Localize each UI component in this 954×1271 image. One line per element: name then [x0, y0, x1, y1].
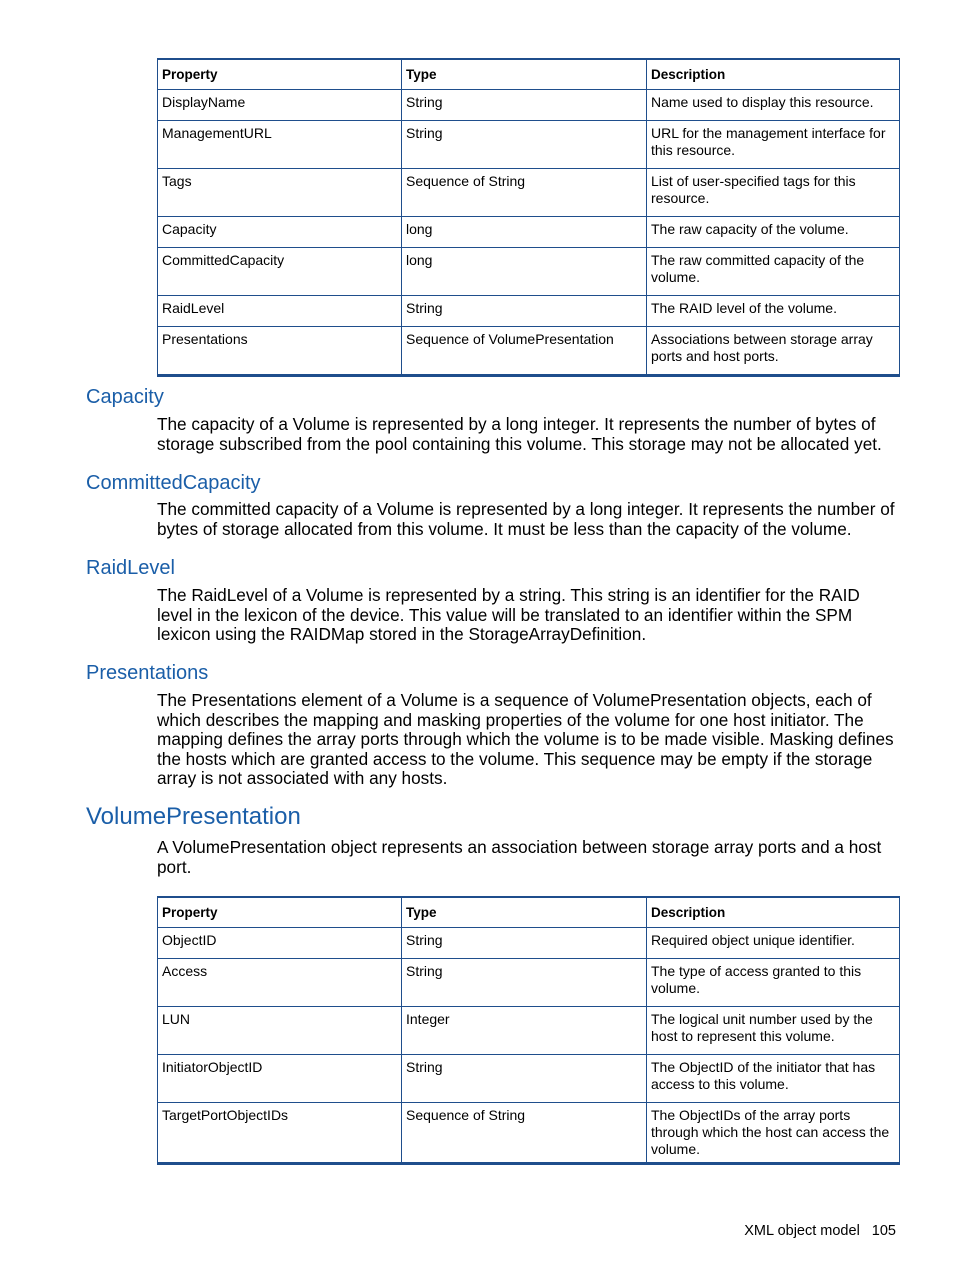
volume-properties-table [157, 58, 900, 377]
property-cell: LUN [158, 1007, 402, 1055]
section-text-capacity: The capacity of a Volume is represented by a long integer. It represents the number of bytes of storage subscribed from the pool containing this volume. This storage may not be allocated yet. [157, 414, 882, 454]
description-cell: The raw capacity of the volume. [647, 217, 900, 248]
property-cell: ManagementURL [158, 121, 402, 169]
description-cell: The RAID level of the volume. [647, 296, 900, 327]
table-row [158, 296, 900, 327]
description-cell: Associations between storage array ports and host ports. [647, 327, 900, 376]
table-row [158, 248, 900, 296]
section-heading-raid-level: RaidLevel [86, 557, 175, 579]
table-row [158, 169, 900, 217]
type-cell: long [402, 217, 647, 248]
column-header-description: Description [647, 897, 900, 928]
table-row [158, 121, 900, 169]
column-header-property: Property [158, 897, 402, 928]
section-heading-capacity: Capacity [86, 386, 164, 408]
description-cell: URL for the management interface for this resource. [647, 121, 900, 169]
volume-presentation-text: A VolumePresentation object represents an association between storage array ports and a host port. [157, 837, 882, 877]
table-header-row [158, 59, 900, 90]
property-cell: Tags [158, 169, 402, 217]
volume-presentation-properties-table [157, 896, 900, 1165]
section-text-presentations: The Presentations element of a Volume is a sequence of VolumePresentation objects, each of which describes the mapping and masking properties of the volume for one host initiator. The mapping defines the array ports through which the volume is to be made visible. Masking defines the hosts which are granted access to the volume. This sequence may be empty if the storage array is not associated with any hosts. [157, 690, 894, 788]
type-cell: long [402, 248, 647, 296]
section-text-committed-capacity: The committed capacity of a Volume is represented by a long integer. It represents the number of bytes of storage allocated from this volume. It must be less than the capacity of the volume. [157, 499, 895, 539]
table-row [158, 1055, 900, 1103]
table-header-row [158, 897, 900, 928]
type-cell: Sequence of String [402, 1103, 647, 1164]
table-row [158, 217, 900, 248]
volume-presentation-heading: VolumePresentation [86, 803, 301, 830]
table-row [158, 90, 900, 121]
property-cell: ObjectID [158, 928, 402, 959]
footer-section-title: XML object model [744, 1223, 860, 1239]
type-cell: String [402, 90, 647, 121]
table-row [158, 327, 900, 376]
type-cell: String [402, 296, 647, 327]
section-heading-presentations: Presentations [86, 662, 209, 684]
type-cell: Sequence of String [402, 169, 647, 217]
description-cell: The ObjectID of the initiator that has access to this volume. [647, 1055, 900, 1103]
page-footer [744, 1223, 896, 1239]
table-row [158, 959, 900, 1007]
type-cell: Sequence of VolumePresentation [402, 327, 647, 376]
column-header-description: Description [647, 59, 900, 90]
type-cell: String [402, 1055, 647, 1103]
table-row [158, 928, 900, 959]
column-header-type: Type [402, 59, 647, 90]
section-heading-committed-capacity: CommittedCapacity [86, 472, 261, 494]
property-cell: Presentations [158, 327, 402, 376]
type-cell: String [402, 928, 647, 959]
property-cell: DisplayName [158, 90, 402, 121]
type-cell: String [402, 959, 647, 1007]
property-cell: CommittedCapacity [158, 248, 402, 296]
type-cell: Integer [402, 1007, 647, 1055]
description-cell: Required object unique identifier. [647, 928, 900, 959]
type-cell: String [402, 121, 647, 169]
description-cell: The type of access granted to this volume. [647, 959, 900, 1007]
page-number: 105 [871, 1223, 896, 1239]
column-header-property: Property [158, 59, 402, 90]
description-cell: The ObjectIDs of the array ports through which the host can access the volume. [647, 1103, 900, 1164]
description-cell: List of user-specified tags for this resource. [647, 169, 900, 217]
property-cell: TargetPortObjectIDs [158, 1103, 402, 1164]
property-cell: InitiatorObjectID [158, 1055, 402, 1103]
description-cell: The raw committed capacity of the volume. [647, 248, 900, 296]
description-cell: Name used to display this resource. [647, 90, 900, 121]
description-cell: The logical unit number used by the host to represent this volume. [647, 1007, 900, 1055]
property-cell: RaidLevel [158, 296, 402, 327]
table-row [158, 1007, 900, 1055]
property-cell: Access [158, 959, 402, 1007]
column-header-type: Type [402, 897, 647, 928]
table-row [158, 1103, 900, 1164]
property-cell: Capacity [158, 217, 402, 248]
section-text-raid-level: The RaidLevel of a Volume is represented by a string. This string is an identifier for the RAID level in the lexicon of the device. This value will be translated to an identifier within the SPM lexicon using the RAIDMap stored in the StorageArrayDefinition. [157, 585, 860, 644]
